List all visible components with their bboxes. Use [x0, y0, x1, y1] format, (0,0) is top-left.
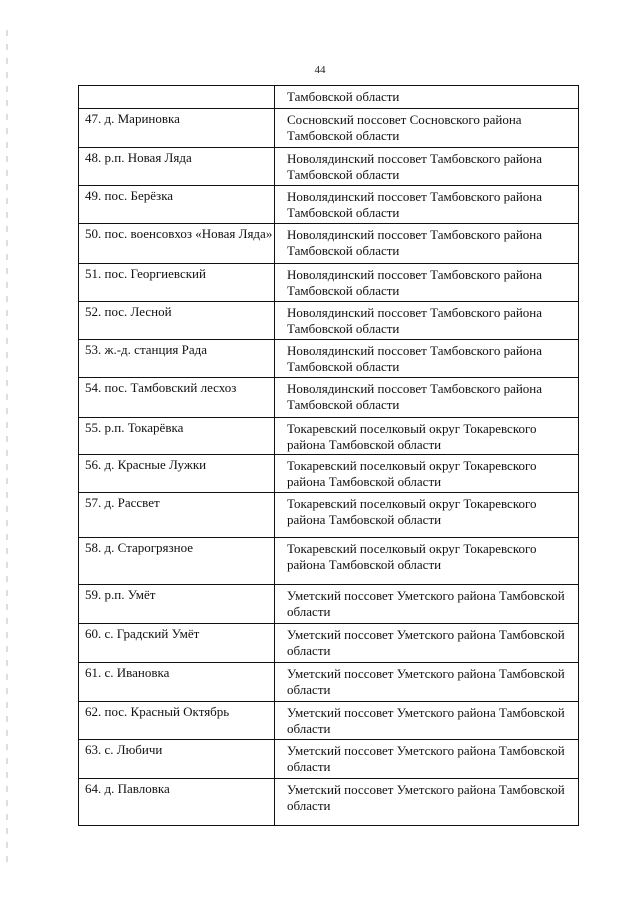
settlement-cell: 56. д. Красные Лужки	[79, 455, 275, 492]
council-cell: Уметский поссовет Уметского района Тамбовской области	[275, 702, 579, 739]
council-cell: Сосновский поссовет Сосновского района Тамбовской области	[275, 109, 579, 147]
settlements-table	[78, 85, 579, 826]
settlement-cell: 53. ж.-д. станция Рада	[79, 340, 275, 377]
settlement-cell	[79, 86, 275, 108]
settlement-cell: 58. д. Старогрязное	[79, 538, 275, 584]
council-cell: Новолядинский поссовет Тамбовского района Тамбовской области	[275, 340, 579, 377]
page-number: 44	[314, 64, 326, 76]
council-cell: Токаревский поселковый округ Токаревского района Тамбовской области	[275, 493, 579, 537]
council-cell: Токаревский поселковый округ Токаревского района Тамбовской области	[275, 538, 579, 584]
table-row	[79, 378, 579, 418]
council-cell: Уметский поссовет Уметского района Тамбовской области	[275, 779, 579, 825]
settlement-cell: 54. пос. Тамбовский лесхоз	[79, 378, 275, 417]
settlement-cell: 57. д. Рассвет	[79, 493, 275, 537]
table-row	[79, 624, 579, 663]
settlement-cell: 50. пос. военсовхоз «Новая Ляда»	[79, 224, 275, 263]
council-cell: Уметский поссовет Уметского района Тамбовской области	[275, 740, 579, 778]
table-row	[79, 455, 579, 493]
council-cell: Новолядинский поссовет Тамбовского района Тамбовской области	[275, 264, 579, 301]
table-row	[79, 418, 579, 455]
council-cell: Уметский поссовет Уметского района Тамбовской области	[275, 585, 579, 623]
scan-edge-artifact	[6, 30, 8, 870]
table-row	[79, 264, 579, 302]
table-row	[79, 148, 579, 186]
settlement-cell: 55. р.п. Токарёвка	[79, 418, 275, 454]
table-row	[79, 186, 579, 224]
table-row	[79, 538, 579, 585]
council-cell: Новолядинский поссовет Тамбовского района Тамбовской области	[275, 378, 579, 417]
table-row	[79, 493, 579, 538]
settlement-cell: 51. пос. Георгиевский	[79, 264, 275, 301]
settlement-cell: 62. пос. Красный Октябрь	[79, 702, 275, 739]
settlement-cell: 60. с. Градский Умёт	[79, 624, 275, 662]
settlement-cell: 48. р.п. Новая Ляда	[79, 148, 275, 185]
council-cell: Новолядинский поссовет Тамбовского района Тамбовской области	[275, 186, 579, 223]
council-cell: Токаревский поселковый округ Токаревского района Тамбовской области	[275, 455, 579, 492]
council-cell: Новолядинский поссовет Тамбовского района Тамбовской области	[275, 148, 579, 185]
settlement-cell: 64. д. Павловка	[79, 779, 275, 825]
table-row	[79, 585, 579, 624]
settlement-cell: 52. пос. Лесной	[79, 302, 275, 339]
table-row	[79, 740, 579, 779]
table-row	[79, 779, 579, 826]
council-cell: Новолядинский поссовет Тамбовского района Тамбовской области	[275, 302, 579, 339]
council-cell: Уметский поссовет Уметского района Тамбовской области	[275, 624, 579, 662]
council-cell: Тамбовской области	[275, 86, 579, 108]
council-cell: Токаревский поселковый округ Токаревского района Тамбовской области	[275, 418, 579, 454]
settlement-cell: 63. с. Любичи	[79, 740, 275, 778]
council-cell: Уметский поссовет Уметского района Тамбовской области	[275, 663, 579, 701]
council-cell: Новолядинский поссовет Тамбовского района Тамбовской области	[275, 224, 579, 263]
table-row	[79, 663, 579, 702]
settlement-cell: 61. с. Ивановка	[79, 663, 275, 701]
settlement-cell: 59. р.п. Умёт	[79, 585, 275, 623]
table-row	[79, 340, 579, 378]
settlement-cell: 49. пос. Берёзка	[79, 186, 275, 223]
table-row	[79, 302, 579, 340]
table-row	[79, 224, 579, 264]
table-row	[79, 702, 579, 740]
settlement-cell: 47. д. Мариновка	[79, 109, 275, 147]
table-row	[79, 86, 579, 109]
table-row	[79, 109, 579, 148]
